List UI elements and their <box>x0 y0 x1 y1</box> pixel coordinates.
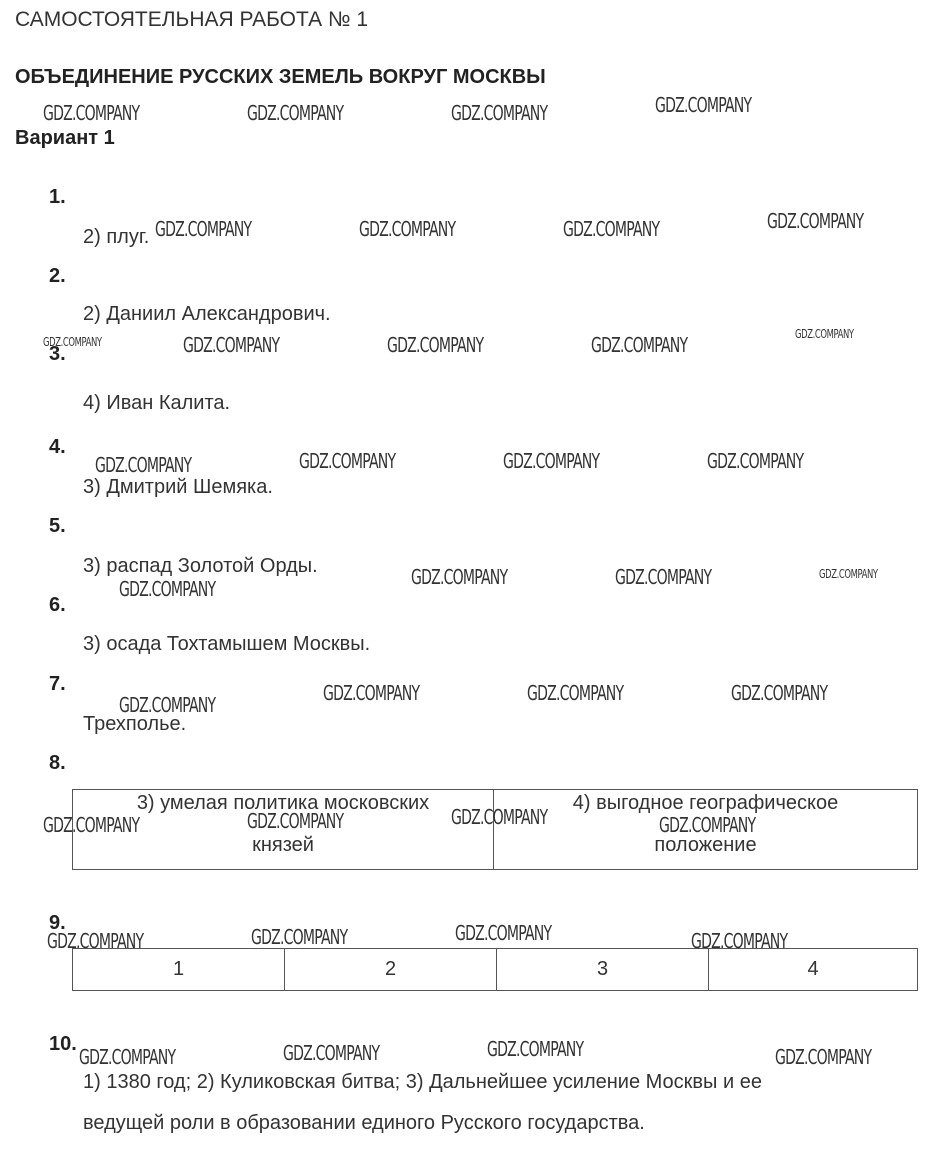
watermark: GDZ.COMPANY <box>43 335 102 349</box>
watermark: GDZ.COMPANY <box>615 565 712 589</box>
question-number: 10. <box>49 1033 77 1055</box>
watermark: GDZ.COMPANY <box>247 101 344 125</box>
question-number: 3. <box>49 343 66 365</box>
watermark: GDZ.COMPANY <box>655 93 752 117</box>
watermark: GDZ.COMPANY <box>455 921 552 945</box>
watermark: GDZ.COMPANY <box>43 813 140 837</box>
watermark: GDZ.COMPANY <box>119 693 216 717</box>
watermark: GDZ.COMPANY <box>795 327 854 341</box>
watermark: GDZ.COMPANY <box>323 681 420 705</box>
watermark: GDZ.COMPANY <box>731 681 828 705</box>
cell-line: князей <box>252 834 314 856</box>
answer-table <box>72 789 918 870</box>
question-number: 1. <box>49 186 66 208</box>
watermark: GDZ.COMPANY <box>451 805 548 829</box>
watermark: GDZ.COMPANY <box>283 1041 380 1065</box>
watermark: GDZ.COMPANY <box>591 333 688 357</box>
cell-line: 3) умелая политика московских <box>136 792 430 814</box>
question-number: 6. <box>49 594 66 616</box>
watermark: GDZ.COMPANY <box>43 101 140 125</box>
answer-text: ведущей роли в образовании единого Русского государства. <box>83 1112 645 1134</box>
cell-line: положение <box>654 834 757 856</box>
table-cell: 3 <box>497 949 709 991</box>
watermark: GDZ.COMPANY <box>819 567 878 581</box>
watermark: GDZ.COMPANY <box>451 101 548 125</box>
watermark: GDZ.COMPANY <box>411 565 508 589</box>
watermark: GDZ.COMPANY <box>359 217 456 241</box>
watermark: GDZ.COMPANY <box>691 929 788 953</box>
question-number: 5. <box>49 515 66 537</box>
cell-line: 4) выгодное географическое <box>572 792 839 814</box>
worksheet-header: САМОСТОЯТЕЛЬНАЯ РАБОТА № 1 <box>15 8 369 31</box>
watermark: GDZ.COMPANY <box>527 681 624 705</box>
answer-text: 3) осада Тохтамышем Москвы. <box>83 633 371 655</box>
watermark: GDZ.COMPANY <box>299 449 396 473</box>
table-cell: 1 <box>73 949 285 991</box>
watermark: GDZ.COMPANY <box>47 929 144 953</box>
watermark: GDZ.COMPANY <box>487 1037 584 1061</box>
question-number: 4. <box>49 436 66 458</box>
watermark: GDZ.COMPANY <box>563 217 660 241</box>
watermark: GDZ.COMPANY <box>707 449 804 473</box>
watermark: GDZ.COMPANY <box>659 813 756 837</box>
watermark: GDZ.COMPANY <box>155 217 252 241</box>
question-number: 7. <box>49 673 66 695</box>
watermark: GDZ.COMPANY <box>503 449 600 473</box>
watermark: GDZ.COMPANY <box>119 577 216 601</box>
watermark: GDZ.COMPANY <box>775 1045 872 1069</box>
answer-text: 3) распад Золотой Орды. <box>83 555 318 577</box>
page-title: ОБЪЕДИНЕНИЕ РУССКИХ ЗЕМЕЛЬ ВОКРУГ МОСКВЫ <box>15 66 546 88</box>
answer-text: 4) Иван Калита. <box>83 392 231 414</box>
table-cell: 2 <box>285 949 497 991</box>
watermark: GDZ.COMPANY <box>247 809 344 833</box>
question-number: 8. <box>49 752 66 774</box>
watermark: GDZ.COMPANY <box>387 333 484 357</box>
table-cell: 4 <box>709 949 918 991</box>
question-number: 2. <box>49 265 66 287</box>
watermark: GDZ.COMPANY <box>767 209 864 233</box>
variant-label: Вариант 1 <box>15 127 115 149</box>
watermark: GDZ.COMPANY <box>183 333 280 357</box>
watermark: GDZ.COMPANY <box>251 925 348 949</box>
answer-text: 1) 1380 год; 2) Куликовская битва; 3) Дальнейшее усиление Москвы и ее <box>83 1071 762 1093</box>
question-number: 9. <box>49 912 66 934</box>
answer-text: 3) Дмитрий Шемяка. <box>83 476 273 498</box>
watermark: GDZ.COMPANY <box>95 453 192 477</box>
watermark: GDZ.COMPANY <box>79 1045 176 1069</box>
answer-table <box>72 948 918 991</box>
answer-text: 2) Даниил Александрович. <box>83 303 331 325</box>
answer-text: 2) плуг. <box>83 226 150 248</box>
answer-text: Трехполье. <box>83 713 187 735</box>
